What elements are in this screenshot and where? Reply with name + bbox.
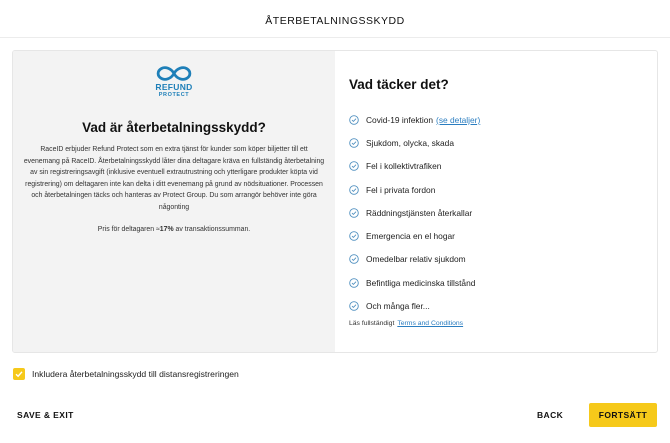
terms-link[interactable]: Terms and Conditions [397, 320, 464, 327]
check-circle-icon [349, 161, 359, 171]
coverage-item [349, 224, 480, 247]
coverage-list [349, 108, 480, 318]
price-info [13, 226, 335, 233]
coverage-item [349, 155, 480, 178]
checkmark-icon [15, 370, 23, 378]
price-suffix: av transaktionssumman. [173, 226, 251, 233]
coverage-item-label: Och många fler... [366, 301, 430, 312]
info-description: RaceID erbjuder Refund Protect som en extra tjänst för kunder som köper biljetter till ett evenemang på RaceID. Återbetalningsskydd låter dina deltagare kräva en fullständig återbetalning av sin registreringsavgift (inklusive eventuell extrautrustning och ytterligare produkter köpta vid registrering) om deltagaren inte kan delta i ditt evenemang på grund av nödsituationer. Processen och återbetalningen täcks och hanteras av Protect Group. Du som arrangör behöver inte göra någonting [23, 146, 325, 211]
info-panel [13, 51, 335, 352]
coverage-item-label: Emergencia en el hogar [366, 231, 455, 242]
check-circle-icon [349, 278, 359, 288]
coverage-item-label: Omedelbar relativ sjukdom [366, 254, 466, 265]
coverage-item [349, 201, 480, 224]
header-divider [0, 37, 670, 38]
coverage-item [349, 108, 480, 131]
details-link[interactable]: (se detaljer) [436, 114, 481, 125]
coverage-item-label: Räddningstjänsten återkallar [366, 207, 473, 218]
refund-protect-logo [13, 65, 335, 98]
info-heading: Vad är återbetalningsskydd? [82, 120, 266, 135]
check-circle-icon [349, 185, 359, 195]
back-button[interactable]: BACK [537, 410, 564, 420]
coverage-item [349, 178, 480, 201]
coverage-item [349, 294, 480, 317]
coverage-item-label: Befintliga medicinska tillstånd [366, 277, 476, 288]
include-protection-label: Inkludera återbetalningsskydd till distansregistreringen [32, 369, 239, 379]
check-circle-icon [349, 115, 359, 125]
include-protection-option[interactable] [13, 368, 239, 380]
check-circle-icon [349, 301, 359, 311]
coverage-item [349, 248, 480, 271]
logo-text-protect: PROTECT [158, 92, 190, 98]
coverage-item-label: Sjukdom, olycka, skada [366, 137, 454, 148]
check-circle-icon [349, 231, 359, 241]
coverage-item [349, 131, 480, 154]
coverage-item-label: Fel i privata fordon [366, 184, 436, 195]
coverage-item-label: Covid-19 infektion [366, 114, 434, 125]
check-circle-icon [349, 138, 359, 148]
include-protection-checkbox[interactable] [13, 368, 25, 380]
logo-text-refund: REFUND [155, 82, 193, 92]
coverage-heading: Vad täcker det? [349, 77, 449, 92]
continue-button[interactable]: FORTSÄTT [589, 403, 657, 427]
terms-line [349, 320, 463, 327]
terms-prefix: Läs fullständigt [349, 320, 395, 327]
coverage-item [349, 271, 480, 294]
price-value: 17% [159, 226, 174, 233]
refund-protect-card [12, 50, 658, 353]
check-circle-icon [349, 208, 359, 218]
coverage-panel [335, 51, 657, 352]
check-circle-icon [349, 254, 359, 264]
page-title: ÅTERBETALNINGSSKYDD [265, 15, 405, 27]
save-exit-button[interactable]: SAVE & EXIT [17, 410, 74, 420]
infinity-icon [155, 65, 193, 82]
coverage-item-label: Fel i kollektivtrafiken [366, 161, 442, 172]
price-prefix: Pris för deltagaren ≈ [97, 226, 160, 233]
